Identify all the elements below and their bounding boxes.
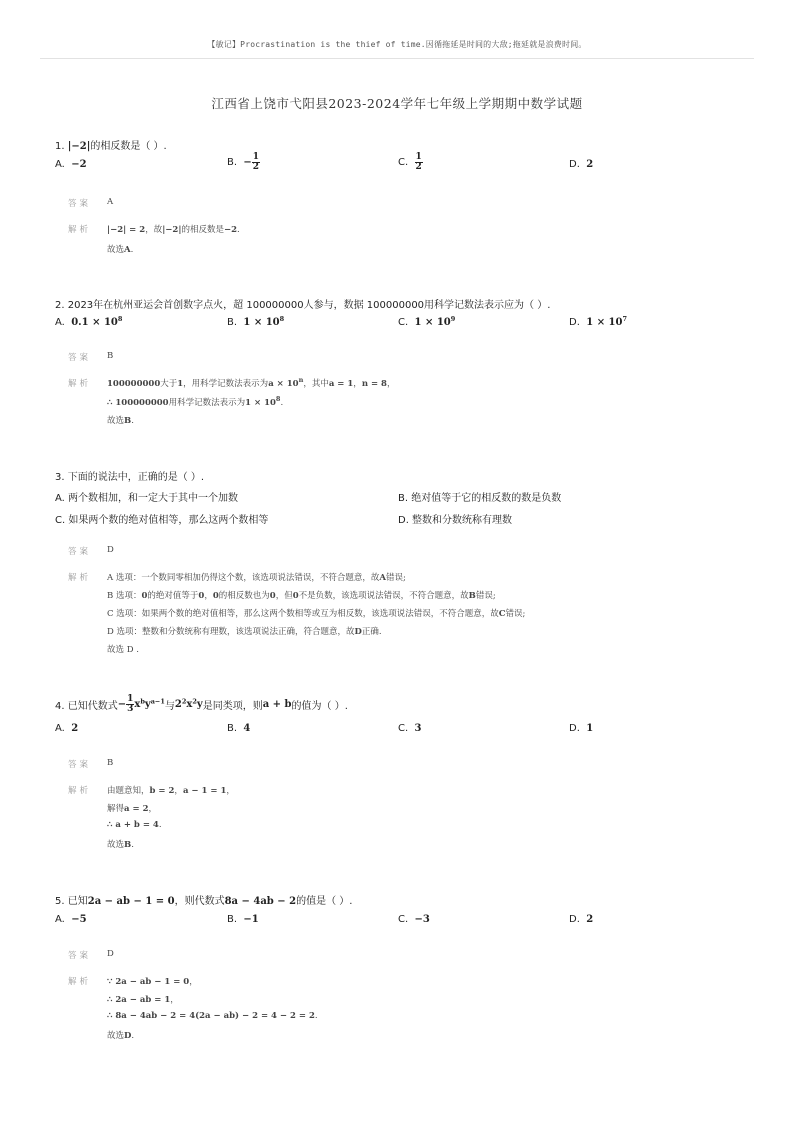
answer-label: 答案 <box>68 760 92 770</box>
option-b[interactable]: B. 绝对值等于它的相反数的数是负数 <box>398 493 562 504</box>
option-d[interactable]: D. 1 <box>569 723 594 734</box>
option-c[interactable]: C. 如果两个数的绝对值相等，那么这两个数相等 <box>55 515 269 526</box>
solution-line: A 选项：一个数同零相加仍得这个数，该选项说法错误，不符合题意，故A错误; <box>107 573 406 583</box>
solution-label: 解析 <box>68 225 92 235</box>
solution-line: ∴ 100000000用科学记数法表示为$1 \times 10^8$. <box>107 395 284 408</box>
solution-line: |−2| = 2，故|−2|的相反数是−2. <box>107 225 240 235</box>
option-b[interactable]: B. $1 \times 10^8$ <box>227 315 285 328</box>
question-3-stem: 3. 下面的说法中，正确的是（ ）. <box>55 472 205 483</box>
question-4-stem: 4. 已知代数式− $\frac{1}{3}$ $x^by^{a-1}$与$2^2x^2y$是同类项，则a + b的值为（ ）. <box>55 694 348 714</box>
solution-line: 解得a = 2， <box>107 804 157 814</box>
solution-line: ∴ a + b = 4. <box>107 820 162 830</box>
option-a[interactable]: A. −2 <box>55 159 87 170</box>
answer-label: 答案 <box>68 951 92 961</box>
fraction: $\frac{1}{2}$ <box>252 152 260 172</box>
answer-value: B <box>107 758 114 768</box>
answer-label: 答案 <box>68 353 92 363</box>
answer-value: D <box>107 545 114 555</box>
solution-label: 解析 <box>68 573 92 583</box>
option-d[interactable]: D. $1 \times 10^7$ <box>569 315 627 328</box>
option-b[interactable]: B. 4 <box>227 723 251 734</box>
option-c[interactable]: C. −3 <box>398 914 430 925</box>
option-a[interactable]: A. −5 <box>55 914 87 925</box>
option-c[interactable]: C. $1 \times 10^9$ <box>398 315 456 328</box>
option-d[interactable]: D. 2 <box>569 914 594 925</box>
question-2-stem: 2. 2023年在杭州亚运会首创数字点火，超 100000000人参与，数据 100000000用科学记数法表示应为（ ）. <box>55 300 551 311</box>
solution-line: ∴ 8a − 4ab − 2 = 4(2a − ab) − 2 = 4 − 2 = 2. <box>107 1011 318 1021</box>
option-b[interactable]: B. − $\frac{1}{2}$ <box>227 152 260 172</box>
answer-label: 答案 <box>68 547 92 557</box>
solution-line: 故选 D . <box>107 645 139 655</box>
page-title: 江西省上饶市弋阳县2023-2024学年七年级上学期期中数学试题 <box>211 96 583 111</box>
answer-value: D <box>107 949 114 959</box>
solution-line: ∴ 2a − ab = 1， <box>107 995 179 1005</box>
fraction: $\frac{1}{3}$ <box>127 694 134 714</box>
option-d[interactable]: D. 2 <box>569 159 594 170</box>
solution-label: 解析 <box>68 786 92 796</box>
solution-line: 故选B. <box>107 416 134 426</box>
answer-value: B <box>107 351 114 361</box>
solution-line: 故选D. <box>107 1031 135 1041</box>
header-motto: 【敏记】Procrastination is the thief of time.因循拖延是时间的大敌;拖延就是浪费时间。 <box>207 40 587 49</box>
solution-line: 故选B. <box>107 840 134 850</box>
option-a[interactable]: A. $0.1 \times 10^8$ <box>55 315 123 328</box>
solution-line: 由题意知，b = 2，a − 1 = 1， <box>107 786 235 796</box>
solution-line: C 选项：如果两个数的绝对值相等，那么这两个数相等或互为相反数，该选项说法错误，不符合题意，故C错误; <box>107 609 526 619</box>
fraction: $\frac{1}{2}$ <box>415 152 422 172</box>
option-c[interactable]: C. $\frac{1}{2}$ <box>398 152 422 172</box>
option-d[interactable]: D. 整数和分数统称有理数 <box>398 515 513 526</box>
solution-line: B 选项：0的绝对值等于0，0的相反数也为0，但0不是负数，该选项说法错误，不符合题意，故B错误; <box>107 591 496 601</box>
answer-label: 答案 <box>68 199 92 209</box>
solution-line: ∵ 2a − ab − 1 = 0， <box>107 977 198 987</box>
question-5-stem: 5. 已知2a − ab − 1 = 0，则代数式8a − 4ab − 2的值是（ ）. <box>55 896 353 907</box>
question-1-stem: 1. |−2|的相反数是（ ）. <box>55 141 167 152</box>
solution-line: D 选项：整数和分数统称有理数，该选项说法正确，符合题意，故D正确. <box>107 627 382 637</box>
option-a[interactable]: A. 两个数相加，和一定大于其中一个加数 <box>55 493 239 504</box>
solution-line: 故选A. <box>107 245 134 255</box>
solution-label: 解析 <box>68 977 92 987</box>
option-b[interactable]: B. −1 <box>227 914 259 925</box>
header-divider <box>40 58 754 59</box>
solution-label: 解析 <box>68 379 92 389</box>
option-c[interactable]: C. 3 <box>398 723 422 734</box>
solution-line: 100000000大于1，用科学记数法表示为$a \times 10^n$，其中a = 1，n = 8， <box>107 376 396 389</box>
answer-value: A <box>107 197 114 207</box>
option-a[interactable]: A. 2 <box>55 723 79 734</box>
